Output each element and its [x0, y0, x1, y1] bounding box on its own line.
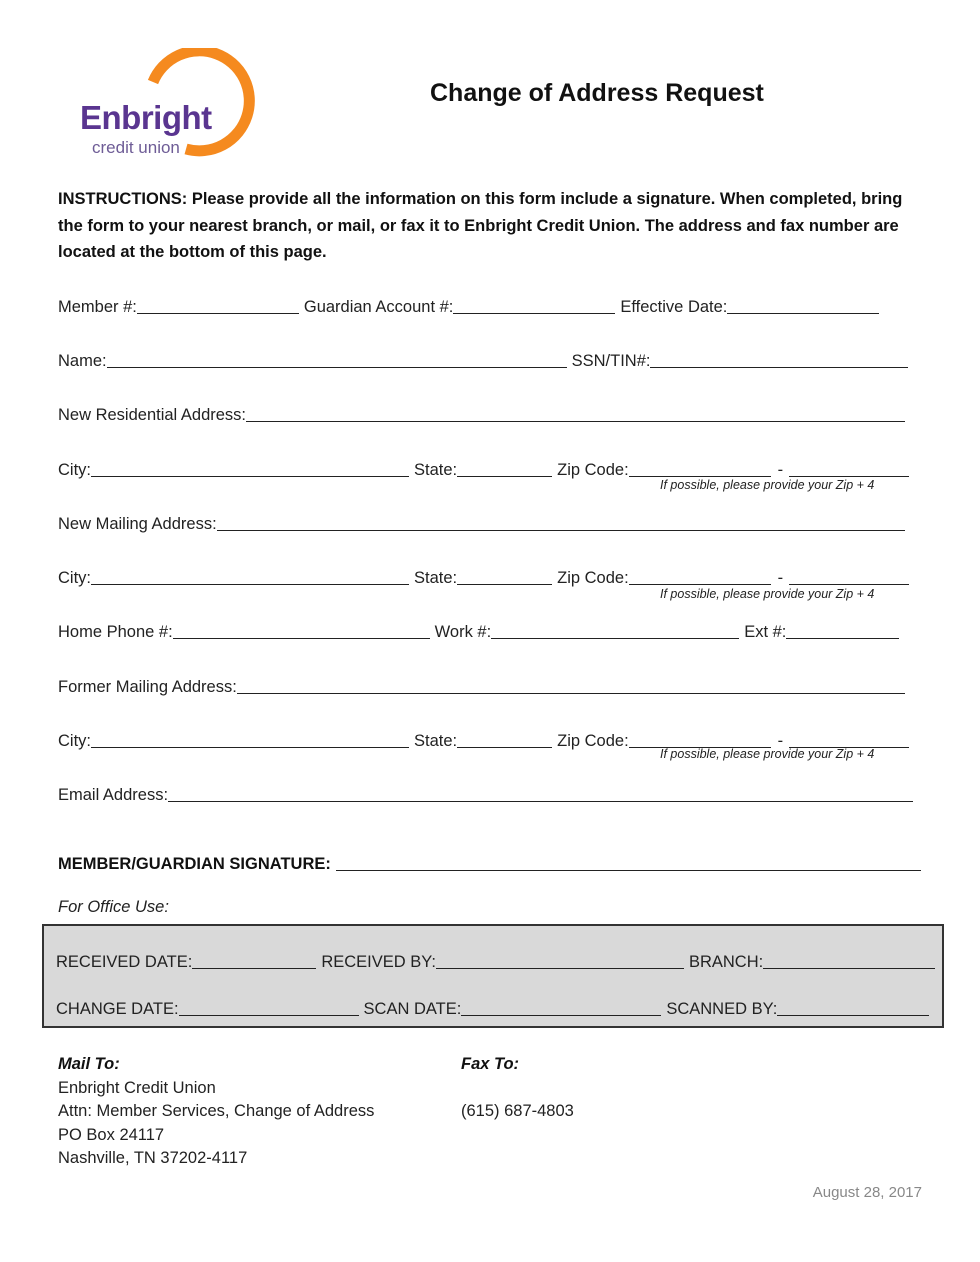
work-phone-label: Work #: — [434, 623, 492, 641]
revision-date: August 28, 2017 — [812, 1184, 922, 1201]
mail-line: Attn: Member Services, Change of Address — [58, 1102, 375, 1120]
zip-label: Zip Code: — [557, 732, 629, 750]
new-mailing-label: New Mailing Address: — [58, 515, 217, 533]
effective-date-field[interactable] — [727, 296, 879, 314]
ext-field[interactable] — [786, 621, 899, 639]
mail-line: PO Box 24117 — [58, 1125, 165, 1144]
office-use-box — [42, 924, 944, 1028]
logo-name: Enbright — [80, 99, 212, 136]
residential-zip-field[interactable] — [629, 459, 771, 477]
branch-label: BRANCH: — [688, 953, 764, 971]
residential-zip4-field[interactable] — [789, 459, 909, 477]
zip-dash: - — [777, 569, 784, 587]
zip-hint: If possible, please provide your Zip + 4 — [660, 587, 875, 601]
signature-field[interactable] — [336, 853, 921, 871]
office-row-2 — [56, 995, 929, 1019]
former-zip4-field[interactable] — [789, 730, 909, 748]
office-use-label: For Office Use: — [58, 898, 169, 916]
new-mailing-field[interactable] — [217, 513, 905, 531]
signature-label: MEMBER/GUARDIAN SIGNATURE: — [58, 855, 331, 873]
mail-to-heading: Mail To: — [58, 1055, 120, 1073]
mailing-zip-field[interactable] — [629, 567, 771, 585]
state-label: State: — [414, 569, 458, 587]
mailing-state-field[interactable] — [457, 567, 552, 585]
former-mailing-field[interactable] — [237, 676, 905, 694]
new-residential-field[interactable] — [246, 404, 905, 422]
instructions-text: INSTRUCTIONS: Please provide all the information on this form include a signature. When completed, bring the form to your nearest branch, or mail, or fax it to Enbright Credit Union. The address and fax number are located at the bottom of this page. — [58, 190, 903, 262]
former-mailing-row — [58, 673, 905, 697]
scan-date-label: SCAN DATE: — [363, 1000, 462, 1018]
name-label: Name: — [58, 352, 107, 370]
guardian-label: Guardian Account #: — [303, 298, 454, 316]
effective-date-label: Effective Date: — [620, 298, 728, 316]
member-number-field[interactable] — [137, 296, 299, 314]
zip-dash: - — [777, 732, 784, 750]
signature-row — [58, 850, 921, 874]
former-mailing-label: Former Mailing Address: — [58, 678, 237, 696]
zip-hint: If possible, please provide your Zip + 4 — [660, 478, 875, 492]
form-title: Change of Address Request — [430, 79, 764, 107]
enbright-logo — [78, 48, 263, 158]
home-phone-label: Home Phone #: — [58, 623, 173, 641]
new-residential-row — [58, 401, 905, 425]
ssn-label: SSN/TIN#: — [571, 352, 651, 370]
email-field[interactable] — [168, 784, 913, 802]
fax-to-heading: Fax To: — [461, 1055, 520, 1073]
fax-to-block — [461, 1053, 574, 1124]
state-label: State: — [414, 732, 458, 750]
mail-line: Nashville, TN 37202-4117 — [58, 1149, 248, 1167]
name-row — [58, 347, 908, 371]
city-label: City: — [58, 732, 91, 750]
office-row-1 — [56, 948, 935, 972]
change-date-label: CHANGE DATE: — [56, 1000, 179, 1018]
email-row — [58, 781, 913, 805]
zip-label: Zip Code: — [557, 569, 629, 587]
ext-label: Ext #: — [744, 623, 787, 641]
former-zip-field[interactable] — [629, 730, 771, 748]
residential-city-field[interactable] — [91, 459, 409, 477]
mailing-city-row — [58, 564, 909, 588]
received-date-label: RECEIVED DATE: — [56, 953, 193, 971]
zip-dash: - — [777, 461, 784, 479]
home-phone-field[interactable] — [173, 621, 430, 639]
member-row — [58, 293, 879, 317]
scan-date-field[interactable] — [461, 998, 661, 1016]
fax-number: (615) 687-4803 — [461, 1102, 574, 1120]
guardian-account-field[interactable] — [453, 296, 615, 314]
new-residential-label: New Residential Address: — [58, 406, 247, 424]
logo-subtitle: credit union — [92, 138, 180, 157]
branch-field[interactable] — [763, 951, 935, 969]
received-by-field[interactable] — [436, 951, 684, 969]
new-mailing-row — [58, 510, 905, 534]
residential-state-field[interactable] — [457, 459, 552, 477]
ssn-field[interactable] — [650, 350, 908, 368]
zip-hint: If possible, please provide your Zip + 4 — [660, 747, 875, 761]
former-city-field[interactable] — [91, 730, 409, 748]
mailing-zip4-field[interactable] — [789, 567, 909, 585]
phone-row — [58, 618, 899, 642]
received-by-label: RECEIVED BY: — [321, 953, 436, 971]
mailing-city-field[interactable] — [91, 567, 409, 585]
mail-line: Enbright Credit Union — [58, 1078, 216, 1097]
mail-to-block — [58, 1053, 374, 1171]
scanned-by-label: SCANNED BY: — [666, 1000, 778, 1018]
residential-city-row — [58, 456, 909, 480]
change-date-field[interactable] — [179, 998, 359, 1016]
former-state-field[interactable] — [457, 730, 552, 748]
work-phone-field[interactable] — [491, 621, 739, 639]
city-label: City: — [58, 569, 91, 587]
name-field[interactable] — [107, 350, 567, 368]
received-date-field[interactable] — [192, 951, 316, 969]
member-label: Member #: — [58, 298, 137, 316]
state-label: State: — [414, 461, 458, 479]
city-label: City: — [58, 461, 91, 479]
email-label: Email Address: — [58, 786, 169, 804]
scanned-by-field[interactable] — [777, 998, 929, 1016]
zip-label: Zip Code: — [557, 461, 629, 479]
